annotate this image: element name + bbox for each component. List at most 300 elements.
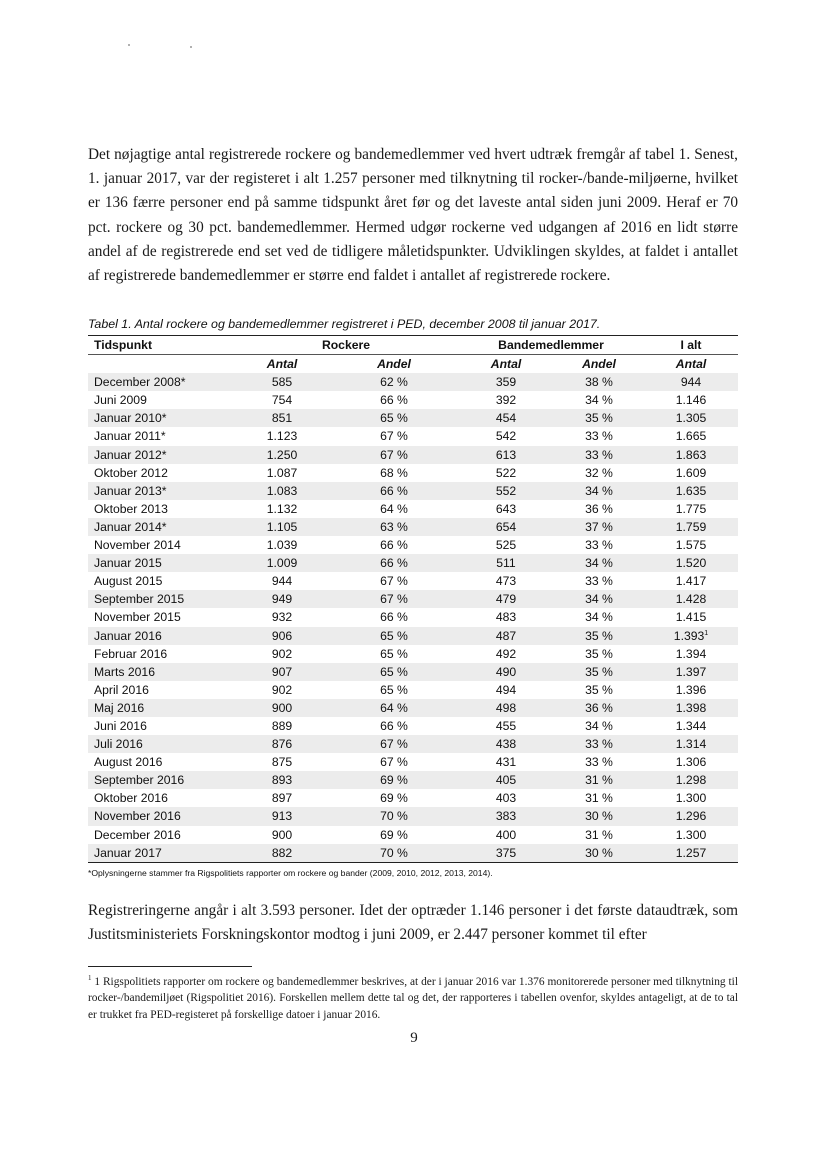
cell-bande-antal-value: 494 xyxy=(495,682,517,697)
cell-bande-antal-value: 403 xyxy=(495,791,517,806)
cell-period xyxy=(88,427,234,445)
cell-bande-andel xyxy=(554,536,644,554)
cell-rockere-andel-value: 67 % xyxy=(380,574,408,589)
second-paragraph: Registreringerne angår i alt 3.593 personer. Idet der optræder 1.146 personer i det første dataudtræk, som Justitsministeriets Forskningskontor modtog i juni 2009, er 2.447 personer kommet til efter xyxy=(88,902,738,944)
cell-total-value: 1.298 xyxy=(675,773,707,788)
cell-bande-antal-value: 643 xyxy=(495,501,517,516)
cell-rockere-andel-value: 66 % xyxy=(380,556,408,571)
cell-rockere-andel xyxy=(330,409,458,427)
cell-period xyxy=(88,500,234,518)
table-row xyxy=(88,608,738,626)
cell-total xyxy=(644,572,738,590)
table-row xyxy=(88,482,738,500)
cell-total xyxy=(644,500,738,518)
table-row xyxy=(88,771,738,789)
cell-rockere-antal xyxy=(234,464,330,482)
cell-period xyxy=(88,464,234,482)
cell-rockere-andel-value: 69 % xyxy=(380,791,408,806)
table-row xyxy=(88,427,738,445)
cell-bande-antal xyxy=(458,464,554,482)
cell-rockere-antal xyxy=(234,645,330,663)
cell-bande-andel xyxy=(554,844,644,863)
cell-bande-andel xyxy=(554,373,644,391)
cell-total xyxy=(644,771,738,789)
cell-rockere-antal-value: 585 xyxy=(271,375,293,390)
cell-bande-andel xyxy=(554,663,644,681)
cell-bande-antal-value: 431 xyxy=(495,755,517,770)
registrations-table xyxy=(88,335,738,863)
cell-rockere-antal xyxy=(234,663,330,681)
cell-rockere-andel xyxy=(330,645,458,663)
cell-total-value: 1.397 xyxy=(675,664,707,679)
cell-bande-andel xyxy=(554,771,644,789)
cell-rockere-antal-value: 944 xyxy=(271,574,293,589)
cell-bande-andel-value: 36 % xyxy=(585,700,613,715)
cell-bande-andel xyxy=(554,391,644,409)
cell-period-value: Januar 2013* xyxy=(94,483,167,498)
cell-bande-antal-value: 438 xyxy=(495,737,517,752)
table-row xyxy=(88,645,738,663)
cell-bande-andel xyxy=(554,500,644,518)
cell-period-value: Oktober 2012 xyxy=(94,465,168,480)
cell-period-value: November 2016 xyxy=(94,809,181,824)
cell-bande-andel-value: 31 % xyxy=(585,827,613,842)
header-rockere: Rockere xyxy=(234,336,458,355)
table-row xyxy=(88,554,738,572)
cell-rockere-andel xyxy=(330,590,458,608)
cell-rockere-antal xyxy=(234,518,330,536)
subheader-bande-andel: Andel xyxy=(582,357,616,372)
cell-rockere-andel xyxy=(330,663,458,681)
cell-rockere-andel xyxy=(330,608,458,626)
table-row xyxy=(88,627,738,645)
cell-total xyxy=(644,844,738,863)
cell-period-value: September 2016 xyxy=(94,773,185,788)
cell-rockere-antal xyxy=(234,789,330,807)
cell-rockere-antal-value: 900 xyxy=(271,827,293,842)
cell-bande-andel-value: 33 % xyxy=(585,447,613,462)
cell-bande-andel-value: 30 % xyxy=(585,845,613,860)
cell-period-value: Maj 2016 xyxy=(94,700,145,715)
cell-rockere-andel-value: 65 % xyxy=(380,411,408,426)
cell-bande-antal xyxy=(458,536,554,554)
cell-total-value: 1.305 xyxy=(675,411,707,426)
cell-bande-antal xyxy=(458,427,554,445)
cell-rockere-antal-value: 889 xyxy=(271,718,293,733)
cell-rockere-andel-value: 66 % xyxy=(380,610,408,625)
cell-bande-antal xyxy=(458,753,554,771)
cell-period xyxy=(88,518,234,536)
cell-bande-antal-value: 511 xyxy=(496,556,516,571)
cell-rockere-antal-value: 906 xyxy=(271,628,293,643)
cell-bande-andel xyxy=(554,826,644,844)
cell-period xyxy=(88,681,234,699)
cell-bande-antal-value: 492 xyxy=(495,646,517,661)
table-row xyxy=(88,681,738,699)
cell-rockere-antal-value: 754 xyxy=(271,393,293,408)
cell-rockere-antal-value: 1.132 xyxy=(266,501,298,516)
footnote-text: 1 Rigspolitiets rapporter om rockere og bandemedlemmer beskrives, at der i januar 2016 var 1.376 monitorerede personer med tilknytning til rocker-/bandemiljøet (Rigspolitiet 2016). Forskellen mellem dette tal og det, der rapporteres i tabellen ovenfor, skyldes antageligt, at de to tal er trukket fra PED-registeret på forskellige datoer i januar 2016. xyxy=(88,976,738,1021)
cell-period-value: Juli 2016 xyxy=(94,737,143,752)
cell-total xyxy=(644,464,738,482)
cell-rockere-antal-value: 897 xyxy=(271,791,293,806)
cell-total-value: 1.394 xyxy=(675,646,707,661)
table-row xyxy=(88,663,738,681)
footnote-divider xyxy=(88,966,252,967)
cell-bande-andel xyxy=(554,735,644,753)
cell-total-value: 1.300 xyxy=(675,827,707,842)
table-row xyxy=(88,464,738,482)
cell-rockere-antal xyxy=(234,427,330,445)
cell-rockere-andel xyxy=(330,807,458,825)
cell-period xyxy=(88,482,234,500)
cell-total xyxy=(644,681,738,699)
subheader-rockere-andel: Andel xyxy=(377,357,411,372)
cell-rockere-andel-value: 68 % xyxy=(380,465,408,480)
cell-total-value: 1.428 xyxy=(675,592,707,607)
cell-bande-andel-value: 31 % xyxy=(585,791,613,806)
cell-rockere-antal xyxy=(234,572,330,590)
cell-rockere-andel-value: 65 % xyxy=(380,682,408,697)
cell-bande-antal-value: 454 xyxy=(495,411,517,426)
cell-rockere-antal xyxy=(234,482,330,500)
cell-rockere-antal-value: 900 xyxy=(271,700,293,715)
cell-total-value: 1.415 xyxy=(675,610,707,625)
cell-rockere-andel-value: 63 % xyxy=(380,519,408,534)
table-row xyxy=(88,391,738,409)
subheader-rockere-antal: Antal xyxy=(266,357,298,372)
cell-total xyxy=(644,482,738,500)
cell-period xyxy=(88,699,234,717)
cell-period xyxy=(88,627,234,645)
cell-rockere-andel-value: 65 % xyxy=(380,646,408,661)
cell-period-value: August 2015 xyxy=(94,574,163,589)
table-row xyxy=(88,500,738,518)
cell-total-value: 1.863 xyxy=(675,447,707,462)
cell-period xyxy=(88,717,234,735)
cell-bande-antal xyxy=(458,699,554,717)
cell-period-value: September 2015 xyxy=(94,592,185,607)
cell-rockere-andel-value: 66 % xyxy=(380,393,408,408)
cell-bande-andel-value: 34 % xyxy=(585,483,613,498)
table-row xyxy=(88,590,738,608)
cell-period xyxy=(88,391,234,409)
cell-period-value: April 2016 xyxy=(94,682,149,697)
cell-rockere-andel-value: 65 % xyxy=(380,628,408,643)
cell-bande-antal xyxy=(458,572,554,590)
cell-bande-andel xyxy=(554,717,644,735)
intro-paragraph: Det nøjagtige antal registrerede rockere og bandemedlemmer ved hvert udtræk fremgår af tabel 1. Senest, 1. januar 2017, var der registeret i alt 1.257 personer med tilknytning til rocker-/bande-miljøerne, hvilket er 136 færre personer end på samme tidspunkt året før og det laveste antal siden juni 2009. Heraf er 70 pct. rockere og 30 pct. bandemedlemmer. Hermed udgør rockerne ved udgangen af 2016 en lidt større andel af de registrerede end set ved de tidligere måletidspunkter. Udviklingen skyldes, at faldet i antallet af registrerede bandemedlemmer er større end faldet i antallet af registrerede rockere. xyxy=(88,146,738,285)
cell-rockere-antal xyxy=(234,409,330,427)
cell-period xyxy=(88,789,234,807)
cell-total xyxy=(644,735,738,753)
cell-total xyxy=(644,608,738,626)
cell-total xyxy=(644,446,738,464)
table-row xyxy=(88,789,738,807)
cell-total-value: 1.759 xyxy=(675,519,707,534)
cell-rockere-andel-value: 67 % xyxy=(380,447,408,462)
cell-bande-antal-value: 455 xyxy=(495,718,517,733)
cell-rockere-andel xyxy=(330,735,458,753)
cell-total xyxy=(644,427,738,445)
cell-total xyxy=(644,789,738,807)
cell-period-value: Juni 2016 xyxy=(94,718,147,733)
cell-total-value: 944 xyxy=(680,375,702,390)
cell-bande-andel-value: 35 % xyxy=(585,411,613,426)
subheader-ialt-antal: Antal xyxy=(675,357,707,372)
cell-period xyxy=(88,735,234,753)
cell-rockere-antal xyxy=(234,735,330,753)
header-tidspunkt: Tidspunkt xyxy=(88,336,234,355)
cell-rockere-andel xyxy=(330,771,458,789)
cell-bande-antal-value: 392 xyxy=(495,393,517,408)
cell-rockere-andel-value: 67 % xyxy=(380,755,408,770)
cell-total-value: 1.417 xyxy=(675,574,707,589)
cell-bande-antal xyxy=(458,608,554,626)
cell-bande-antal xyxy=(458,844,554,863)
cell-bande-antal-value: 383 xyxy=(495,809,517,824)
cell-rockere-antal-value: 932 xyxy=(271,610,293,625)
cell-period-value: August 2016 xyxy=(94,755,163,770)
cell-bande-andel xyxy=(554,572,644,590)
cell-total xyxy=(644,391,738,409)
cell-total xyxy=(644,627,738,645)
cell-total-value: 1.306 xyxy=(675,755,707,770)
cell-rockere-andel xyxy=(330,789,458,807)
table-row xyxy=(88,373,738,391)
cell-bande-antal xyxy=(458,717,554,735)
cell-bande-antal xyxy=(458,373,554,391)
cell-rockere-antal-value: 1.123 xyxy=(266,429,298,444)
cell-rockere-andel xyxy=(330,572,458,590)
cell-period-value: Januar 2012* xyxy=(94,447,167,462)
cell-period-value: Januar 2010* xyxy=(94,411,167,426)
cell-rockere-antal xyxy=(234,807,330,825)
table-row xyxy=(88,409,738,427)
cell-period xyxy=(88,590,234,608)
cell-bande-antal xyxy=(458,500,554,518)
table-row xyxy=(88,446,738,464)
cell-rockere-antal-value: 1.087 xyxy=(266,465,298,480)
table-row xyxy=(88,717,738,735)
cell-rockere-andel-value: 62 % xyxy=(380,375,408,390)
cell-rockere-antal-value: 907 xyxy=(271,664,293,679)
cell-rockere-antal xyxy=(234,717,330,735)
cell-bande-andel-value: 30 % xyxy=(585,809,613,824)
cell-rockere-andel-value: 65 % xyxy=(380,664,408,679)
cell-bande-andel xyxy=(554,482,644,500)
cell-period-value: Januar 2014* xyxy=(94,519,167,534)
cell-bande-antal-value: 552 xyxy=(495,483,517,498)
cell-rockere-andel xyxy=(330,717,458,735)
cell-rockere-andel-value: 70 % xyxy=(380,845,408,860)
header-empty xyxy=(88,355,234,374)
cell-rockere-andel-value: 66 % xyxy=(380,538,408,553)
cell-bande-antal-value: 375 xyxy=(495,845,517,860)
cell-rockere-antal-value: 1.009 xyxy=(266,556,298,571)
cell-rockere-andel xyxy=(330,427,458,445)
cell-bande-antal xyxy=(458,826,554,844)
cell-period xyxy=(88,753,234,771)
cell-rockere-antal xyxy=(234,590,330,608)
table-row xyxy=(88,753,738,771)
cell-period-value: December 2008* xyxy=(94,375,186,390)
cell-rockere-andel xyxy=(330,464,458,482)
cell-rockere-antal-value: 1.083 xyxy=(266,483,298,498)
cell-period-value: November 2014 xyxy=(94,538,181,553)
cell-bande-andel-value: 33 % xyxy=(585,429,613,444)
cell-period xyxy=(88,771,234,789)
cell-period xyxy=(88,645,234,663)
cell-bande-antal xyxy=(458,554,554,572)
cell-rockere-andel-value: 64 % xyxy=(380,700,408,715)
scan-speck xyxy=(128,44,130,46)
cell-rockere-antal-value: 893 xyxy=(271,773,293,788)
cell-period xyxy=(88,844,234,863)
cell-total xyxy=(644,518,738,536)
cell-bande-andel-value: 35 % xyxy=(585,664,613,679)
cell-period-value: Februar 2016 xyxy=(94,646,168,661)
cell-rockere-antal xyxy=(234,844,330,863)
header-i-alt: I alt xyxy=(644,336,738,355)
header-bandemedlemmer: Bandemedlemmer xyxy=(458,336,644,355)
cell-rockere-andel xyxy=(330,391,458,409)
cell-rockere-antal xyxy=(234,753,330,771)
cell-rockere-antal xyxy=(234,627,330,645)
cell-total xyxy=(644,699,738,717)
cell-rockere-andel xyxy=(330,844,458,863)
cell-bande-antal xyxy=(458,735,554,753)
table-row xyxy=(88,826,738,844)
cell-total-value: 1.775 xyxy=(675,501,707,516)
cell-bande-andel xyxy=(554,554,644,572)
cell-bande-antal-value: 479 xyxy=(495,592,517,607)
cell-period xyxy=(88,608,234,626)
cell-rockere-andel xyxy=(330,500,458,518)
cell-bande-andel xyxy=(554,699,644,717)
footnote-ref: 1 xyxy=(704,629,709,637)
cell-total-value: 1.396 xyxy=(675,682,707,697)
cell-rockere-andel-value: 69 % xyxy=(380,827,408,842)
cell-total-value: 1.520 xyxy=(675,556,707,571)
cell-period xyxy=(88,807,234,825)
subheader-bande-antal: Antal xyxy=(490,357,522,372)
cell-bande-andel-value: 34 % xyxy=(585,393,613,408)
cell-bande-andel-value: 31 % xyxy=(585,773,613,788)
cell-bande-andel-value: 36 % xyxy=(585,501,613,516)
cell-period-value: Januar 2015 xyxy=(94,556,162,571)
cell-bande-antal xyxy=(458,645,554,663)
cell-bande-andel xyxy=(554,645,644,663)
cell-bande-andel-value: 34 % xyxy=(585,592,613,607)
cell-bande-andel-value: 38 % xyxy=(585,375,613,390)
cell-bande-andel-value: 34 % xyxy=(585,610,613,625)
cell-bande-andel xyxy=(554,518,644,536)
cell-bande-antal xyxy=(458,409,554,427)
table-group-header-row xyxy=(88,336,738,355)
cell-bande-andel-value: 33 % xyxy=(585,755,613,770)
cell-bande-antal-value: 359 xyxy=(495,375,517,390)
cell-rockere-andel-value: 66 % xyxy=(380,718,408,733)
table-row xyxy=(88,844,738,863)
cell-bande-andel xyxy=(554,789,644,807)
cell-total-value: 1.296 xyxy=(675,809,707,824)
cell-rockere-andel xyxy=(330,681,458,699)
cell-bande-andel-value: 33 % xyxy=(585,737,613,752)
cell-period-value: Januar 2016 xyxy=(94,628,162,643)
cell-bande-antal xyxy=(458,681,554,699)
table-caption: Tabel 1. Antal rockere og bandemedlemmer registreret i PED, december 2008 til januar 2017. xyxy=(88,317,601,331)
cell-rockere-antal xyxy=(234,771,330,789)
cell-bande-antal-value: 487 xyxy=(495,628,517,643)
cell-bande-andel-value: 35 % xyxy=(585,646,613,661)
cell-period-value: December 2016 xyxy=(94,827,181,842)
cell-rockere-antal-value: 1.105 xyxy=(266,519,298,534)
cell-bande-andel-value: 35 % xyxy=(585,628,613,643)
cell-rockere-antal-value: 876 xyxy=(271,737,293,752)
cell-total-value: 1.257 xyxy=(675,845,707,860)
cell-rockere-antal xyxy=(234,554,330,572)
cell-rockere-andel-value: 70 % xyxy=(380,809,408,824)
cell-rockere-andel-value: 64 % xyxy=(380,501,408,516)
cell-total xyxy=(644,717,738,735)
scan-speck xyxy=(190,46,192,48)
cell-total-value: 1.344 xyxy=(675,718,707,733)
cell-rockere-antal-value: 875 xyxy=(271,755,293,770)
cell-bande-antal-value: 490 xyxy=(495,664,517,679)
cell-rockere-andel xyxy=(330,554,458,572)
cell-bande-andel xyxy=(554,627,644,645)
cell-total xyxy=(644,645,738,663)
cell-total xyxy=(644,590,738,608)
cell-rockere-andel xyxy=(330,482,458,500)
footnote xyxy=(88,974,738,1023)
cell-rockere-antal xyxy=(234,373,330,391)
cell-bande-antal-value: 654 xyxy=(495,519,517,534)
cell-bande-antal xyxy=(458,807,554,825)
cell-rockere-andel xyxy=(330,373,458,391)
cell-period xyxy=(88,663,234,681)
cell-bande-andel-value: 35 % xyxy=(585,682,613,697)
cell-period-value: Juni 2009 xyxy=(94,393,147,408)
cell-rockere-antal xyxy=(234,536,330,554)
cell-bande-antal-value: 498 xyxy=(495,700,517,715)
cell-rockere-andel-value: 67 % xyxy=(380,429,408,444)
cell-total-value: 1.665 xyxy=(675,429,707,444)
cell-bande-antal xyxy=(458,446,554,464)
table-sub-header-row xyxy=(88,355,738,374)
cell-period-value: Marts 2016 xyxy=(94,664,155,679)
cell-period xyxy=(88,446,234,464)
cell-rockere-andel xyxy=(330,536,458,554)
cell-rockere-antal xyxy=(234,446,330,464)
table-source-note: *Oplysningerne stammer fra Rigspolitiets rapporter om rockere og bander (2009, 2010, 2012, 2013, 2014). xyxy=(88,868,493,878)
cell-rockere-antal-value: 913 xyxy=(271,809,293,824)
cell-rockere-antal xyxy=(234,699,330,717)
cell-rockere-antal-value: 902 xyxy=(271,682,293,697)
cell-bande-antal-value: 405 xyxy=(495,773,517,788)
footnote-marker: 1 xyxy=(88,974,92,983)
cell-total-value: 1.609 xyxy=(675,465,707,480)
cell-rockere-andel xyxy=(330,826,458,844)
cell-period xyxy=(88,554,234,572)
cell-period-value: Januar 2017 xyxy=(94,845,162,860)
cell-rockere-antal xyxy=(234,826,330,844)
cell-bande-andel-value: 34 % xyxy=(585,556,613,571)
cell-rockere-antal-value: 1.039 xyxy=(266,538,298,553)
cell-period xyxy=(88,826,234,844)
cell-total-value: 1.398 xyxy=(675,700,707,715)
